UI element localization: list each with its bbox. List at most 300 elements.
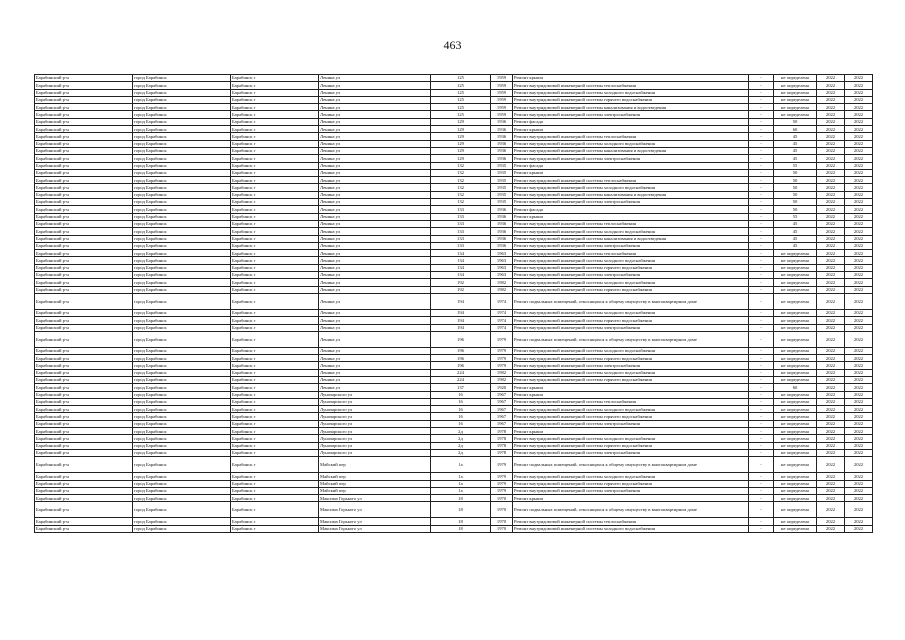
table-row [35,104,873,111]
cell-year: 1979 [491,480,513,487]
cell-settlement_type: город Барабинск [133,126,231,133]
cell-year: 1935 [491,191,513,198]
cell-year: 1935 [491,162,513,169]
cell-year: 1982 [491,369,513,376]
table-row [35,206,873,213]
cell-work: Ремонт внутридомовой инженерной системы электроснабжения [513,324,749,331]
cell-year: 1970 [491,495,513,502]
cell-cost: 60 [774,384,817,391]
cell-district: Барабинский р-н [35,147,133,154]
cell-street: Ленина ул [319,369,431,376]
cell-street: Майский пер [319,487,431,494]
cell-plan_from: 2022 [817,96,845,103]
cell-dash: - [749,140,774,147]
cell-year: 1979 [491,473,513,480]
cell-cost: 45 [774,147,817,154]
cell-house: 194 [431,324,491,331]
cell-settlement_type: город Барабинск [133,96,231,103]
cell-year: 1936 [491,147,513,154]
cell-plan_to: 2022 [845,355,873,362]
cell-settlement_type: город Барабинск [133,317,231,324]
cell-house: 125 [431,96,491,103]
cell-work: Ремонт внутридомовой инженерной системы электроснабжения [513,420,749,427]
cell-year: 1979 [491,331,513,347]
cell-year: 1979 [491,457,513,473]
cell-plan_to: 2022 [845,104,873,111]
cell-street: Ленина ул [319,213,431,220]
cell-street: Максима Горького ул [319,495,431,502]
cell-cost: 45 [774,133,817,140]
cell-work: Ремонт крыши [513,169,749,176]
cell-plan_from: 2022 [817,279,845,286]
cell-plan_from: 2022 [817,376,845,383]
cell-house: 224 [431,376,491,383]
table-row [35,162,873,169]
cell-house: 132 [431,184,491,191]
table-row [35,384,873,391]
cell-year: 1935 [491,169,513,176]
cell-plan_to: 2022 [845,118,873,125]
cell-settlement_type: город Барабинск [133,264,231,271]
cell-year: 1936 [491,235,513,242]
cell-work: Ремонт внутридомовой инженерной системы холодного водоснабжения [513,525,749,532]
cell-plan_from: 2022 [817,309,845,316]
cell-plan_to: 2022 [845,362,873,369]
cell-cost: не определена [774,480,817,487]
cell-year: 1935 [491,199,513,206]
cell-district: Барабинский р-н [35,413,133,420]
cell-plan_to: 2022 [845,279,873,286]
cell-dash: - [749,235,774,242]
cell-city: Барабинск г [231,309,319,316]
cell-street: Ленина ул [319,140,431,147]
cell-work: Ремонт подвальных помещений, относящихся к общему имуществу в многоквартирном доме [513,293,749,309]
cell-plan_to: 2022 [845,473,873,480]
cell-plan_to: 2022 [845,406,873,413]
cell-plan_to: 2022 [845,442,873,449]
cell-city: Барабинск г [231,199,319,206]
table-row [35,279,873,286]
cell-city: Барабинск г [231,406,319,413]
cell-street: Ленина ул [319,235,431,242]
cell-plan_from: 2022 [817,191,845,198]
cell-cost: не определена [774,75,817,82]
cell-house: 125 [431,111,491,118]
cell-district: Барабинский р-н [35,502,133,518]
cell-year: 1936 [491,126,513,133]
cell-district: Барабинский р-н [35,82,133,89]
cell-dash: - [749,309,774,316]
table-row [35,317,873,324]
cell-settlement_type: город Барабинск [133,286,231,293]
cell-street: Луначарского ул [319,406,431,413]
cell-dash: - [749,376,774,383]
cell-plan_to: 2022 [845,242,873,249]
cell-plan_to: 2022 [845,525,873,532]
cell-plan_from: 2022 [817,264,845,271]
cell-cost: не определена [774,369,817,376]
cell-house: 1а [431,487,491,494]
cell-city: Барабинск г [231,398,319,405]
cell-house: 2д [431,435,491,442]
cell-city: Барабинск г [231,293,319,309]
cell-cost: не определена [774,457,817,473]
cell-plan_from: 2022 [817,286,845,293]
cell-district: Барабинский р-н [35,104,133,111]
cell-district: Барабинский р-н [35,213,133,220]
cell-year: 1935 [491,177,513,184]
cell-district: Барабинский р-н [35,96,133,103]
cell-dash: - [749,495,774,502]
cell-plan_from: 2022 [817,133,845,140]
cell-dash: - [749,442,774,449]
cell-plan_to: 2022 [845,398,873,405]
cell-dash: - [749,525,774,532]
cell-city: Барабинск г [231,457,319,473]
cell-house: 133 [431,242,491,249]
cell-work: Ремонт внутридомовой инженерной системы электроснабжения [513,242,749,249]
cell-house: 129 [431,126,491,133]
cell-cost: не определена [774,502,817,518]
cell-city: Барабинск г [231,264,319,271]
cell-settlement_type: город Барабинск [133,525,231,532]
cell-street: Ленина ул [319,309,431,316]
cell-city: Барабинск г [231,324,319,331]
cell-plan_from: 2022 [817,420,845,427]
cell-cost: не определена [774,391,817,398]
cell-house: 2д [431,442,491,449]
cell-city: Барабинск г [231,96,319,103]
cell-settlement_type: город Барабинск [133,449,231,456]
cell-plan_from: 2022 [817,126,845,133]
cell-district: Барабинский р-н [35,442,133,449]
cell-district: Барабинский р-н [35,126,133,133]
cell-dash: - [749,457,774,473]
cell-year: 1936 [491,228,513,235]
cell-year: 1959 [491,89,513,96]
table-row [35,184,873,191]
cell-cost: не определена [774,279,817,286]
cell-plan_to: 2022 [845,126,873,133]
cell-house: 16 [431,391,491,398]
cell-settlement_type: город Барабинск [133,279,231,286]
cell-work: Ремонт подвальных помещений, относящихся к общему имуществу в многоквартирном доме [513,457,749,473]
cell-plan_to: 2022 [845,428,873,435]
cell-work: Ремонт внутридомовой инженерной системы электроснабжения [513,111,749,118]
cell-city: Барабинск г [231,235,319,242]
cell-house: 125 [431,75,491,82]
cell-plan_from: 2022 [817,355,845,362]
cell-cost: 45 [774,228,817,235]
cell-dash: - [749,126,774,133]
cell-dash: - [749,502,774,518]
cell-plan_to: 2022 [845,213,873,220]
table-row [35,177,873,184]
cell-year: 1979 [491,355,513,362]
cell-settlement_type: город Барабинск [133,191,231,198]
cell-district: Барабинский р-н [35,487,133,494]
cell-cost: 45 [774,140,817,147]
cell-settlement_type: город Барабинск [133,250,231,257]
cell-plan_from: 2022 [817,362,845,369]
cell-district: Барабинский р-н [35,355,133,362]
cell-year: 1936 [491,242,513,249]
cell-settlement_type: город Барабинск [133,391,231,398]
cell-district: Барабинский р-н [35,457,133,473]
cell-plan_from: 2022 [817,140,845,147]
cell-house: 192 [431,279,491,286]
table-row [35,293,873,309]
cell-city: Барабинск г [231,413,319,420]
cell-district: Барабинский р-н [35,317,133,324]
cell-city: Барабинск г [231,495,319,502]
cell-house: 129 [431,118,491,125]
cell-plan_from: 2022 [817,147,845,154]
cell-district: Барабинский р-н [35,133,133,140]
cell-street: Ленина ул [319,162,431,169]
cell-settlement_type: город Барабинск [133,199,231,206]
cell-plan_to: 2022 [845,324,873,331]
cell-house: 137 [431,384,491,391]
table-row [35,347,873,354]
cell-city: Барабинск г [231,347,319,354]
cell-city: Барабинск г [231,286,319,293]
table-row [35,518,873,525]
table-body [35,75,873,533]
cell-house: 196 [431,362,491,369]
cell-district: Барабинский р-н [35,293,133,309]
table-row [35,155,873,162]
cell-district: Барабинский р-н [35,398,133,405]
cell-work: Ремонт внутридомовой инженерной системы теплоснабжения [513,250,749,257]
cell-plan_to: 2022 [845,502,873,518]
table-row [35,199,873,206]
cell-city: Барабинск г [231,155,319,162]
cell-house: 129 [431,133,491,140]
cell-cost: 50 [774,206,817,213]
cell-dash: - [749,428,774,435]
cell-city: Барабинск г [231,272,319,279]
cell-work: Ремонт фасада [513,118,749,125]
cell-settlement_type: город Барабинск [133,162,231,169]
cell-district: Барабинский р-н [35,272,133,279]
cell-dash: - [749,206,774,213]
cell-street: Ленина ул [319,331,431,347]
cell-cost: не определена [774,449,817,456]
cell-year: 1963 [491,257,513,264]
cell-plan_from: 2022 [817,169,845,176]
cell-city: Барабинск г [231,428,319,435]
cell-house: 16 [431,420,491,427]
cell-work: Ремонт крыши [513,391,749,398]
cell-plan_from: 2022 [817,398,845,405]
cell-plan_from: 2022 [817,391,845,398]
cell-city: Барабинск г [231,355,319,362]
cell-city: Барабинск г [231,177,319,184]
cell-settlement_type: город Барабинск [133,220,231,227]
cell-year: 1936 [491,118,513,125]
cell-year: 1959 [491,82,513,89]
cell-city: Барабинск г [231,502,319,518]
cell-dash: - [749,369,774,376]
cell-year: 1963 [491,264,513,271]
cell-city: Барабинск г [231,140,319,147]
table-row [35,250,873,257]
cell-house: 194 [431,293,491,309]
cell-house: 133 [431,228,491,235]
cell-cost: не определена [774,272,817,279]
cell-house: 129 [431,140,491,147]
cell-work: Ремонт внутридомовой инженерной системы холодного водоснабжения [513,309,749,316]
cell-plan_to: 2022 [845,331,873,347]
cell-year: 1936 [491,213,513,220]
cell-district: Барабинский р-н [35,89,133,96]
cell-house: 1а [431,473,491,480]
cell-work: Ремонт внутридомовой инженерной системы холодного водоснабжения [513,435,749,442]
cell-district: Барабинский р-н [35,184,133,191]
cell-cost: не определена [774,435,817,442]
cell-street: Майский пер [319,480,431,487]
cell-house: 196 [431,355,491,362]
cell-street: Луначарского ул [319,428,431,435]
cell-city: Барабинск г [231,111,319,118]
cell-work: Ремонт внутридомовой инженерной системы горячего водоснабжения [513,286,749,293]
cell-plan_from: 2022 [817,384,845,391]
cell-street: Ленина ул [319,111,431,118]
cell-year: 1970 [491,525,513,532]
table-row [35,111,873,118]
cell-settlement_type: город Барабинск [133,242,231,249]
cell-district: Барабинский р-н [35,235,133,242]
cell-city: Барабинск г [231,242,319,249]
table-row [35,133,873,140]
cell-plan_from: 2022 [817,228,845,235]
cell-plan_from: 2022 [817,293,845,309]
cell-plan_to: 2022 [845,184,873,191]
cell-cost: не определена [774,428,817,435]
cell-work: Ремонт внутридомовой инженерной системы электроснабжения [513,272,749,279]
cell-dash: - [749,177,774,184]
cell-plan_from: 2022 [817,413,845,420]
cell-dash: - [749,435,774,442]
cell-year: 1936 [491,155,513,162]
cell-plan_to: 2022 [845,235,873,242]
cell-settlement_type: город Барабинск [133,331,231,347]
capital-repair-register-table [34,74,873,533]
cell-work: Ремонт подвальных помещений, относящихся к общему имуществу в многоквартирном доме [513,331,749,347]
cell-street: Ленина ул [319,96,431,103]
cell-city: Барабинск г [231,449,319,456]
cell-plan_from: 2022 [817,235,845,242]
cell-dash: - [749,250,774,257]
cell-work: Ремонт внутридомовой инженерной системы горячего водоснабжения [513,96,749,103]
cell-street: Ленина ул [319,293,431,309]
cell-street: Ленина ул [319,133,431,140]
cell-plan_to: 2022 [845,391,873,398]
cell-plan_from: 2022 [817,75,845,82]
cell-plan_from: 2022 [817,428,845,435]
cell-street: Ленина ул [319,191,431,198]
cell-district: Барабинский р-н [35,140,133,147]
cell-street: Луначарского ул [319,435,431,442]
cell-street: Ленина ул [319,242,431,249]
cell-district: Барабинский р-н [35,518,133,525]
cell-settlement_type: город Барабинск [133,398,231,405]
table-row [35,331,873,347]
cell-cost: не определена [774,111,817,118]
cell-year: 1967 [491,420,513,427]
cell-district: Барабинский р-н [35,391,133,398]
cell-settlement_type: город Барабинск [133,518,231,525]
table-row [35,235,873,242]
cell-cost: не определена [774,495,817,502]
cell-house: 1а [431,480,491,487]
table-row [35,96,873,103]
cell-city: Барабинск г [231,331,319,347]
cell-dash: - [749,473,774,480]
cell-year: 1920 [491,384,513,391]
cell-plan_from: 2022 [817,525,845,532]
cell-district: Барабинский р-н [35,191,133,198]
table-row [35,242,873,249]
cell-plan_to: 2022 [845,384,873,391]
cell-city: Барабинск г [231,206,319,213]
table-row [35,457,873,473]
table-row [35,428,873,435]
cell-plan_from: 2022 [817,184,845,191]
cell-plan_to: 2022 [845,272,873,279]
cell-city: Барабинск г [231,162,319,169]
table-row [35,191,873,198]
cell-settlement_type: город Барабинск [133,169,231,176]
cell-year: 1967 [491,398,513,405]
cell-year: 1978 [491,435,513,442]
cell-work: Ремонт внутридомовой инженерной системы теплоснабжения [513,133,749,140]
table-row [35,286,873,293]
cell-cost: не определена [774,420,817,427]
cell-cost: не определена [774,347,817,354]
cell-work: Ремонт внутридомовой инженерной системы горячего водоснабжения [513,317,749,324]
cell-city: Барабинск г [231,525,319,532]
cell-city: Барабинск г [231,317,319,324]
cell-dash: - [749,480,774,487]
cell-cost: не определена [774,355,817,362]
cell-plan_to: 2022 [845,435,873,442]
cell-plan_from: 2022 [817,369,845,376]
cell-plan_to: 2022 [845,369,873,376]
cell-plan_from: 2022 [817,317,845,324]
table-row [35,369,873,376]
cell-plan_to: 2022 [845,317,873,324]
cell-district: Барабинский р-н [35,309,133,316]
cell-plan_to: 2022 [845,264,873,271]
cell-plan_to: 2022 [845,96,873,103]
cell-street: Максима Горького ул [319,518,431,525]
cell-cost: не определена [774,104,817,111]
cell-street: Ленина ул [319,75,431,82]
table-row [35,376,873,383]
cell-settlement_type: город Барабинск [133,435,231,442]
table-row [35,391,873,398]
cell-plan_from: 2022 [817,435,845,442]
cell-cost: не определена [774,376,817,383]
cell-dash: - [749,184,774,191]
cell-settlement_type: город Барабинск [133,309,231,316]
cell-city: Барабинск г [231,147,319,154]
cell-dash: - [749,155,774,162]
cell-house: 2д [431,449,491,456]
cell-cost: не определена [774,250,817,257]
